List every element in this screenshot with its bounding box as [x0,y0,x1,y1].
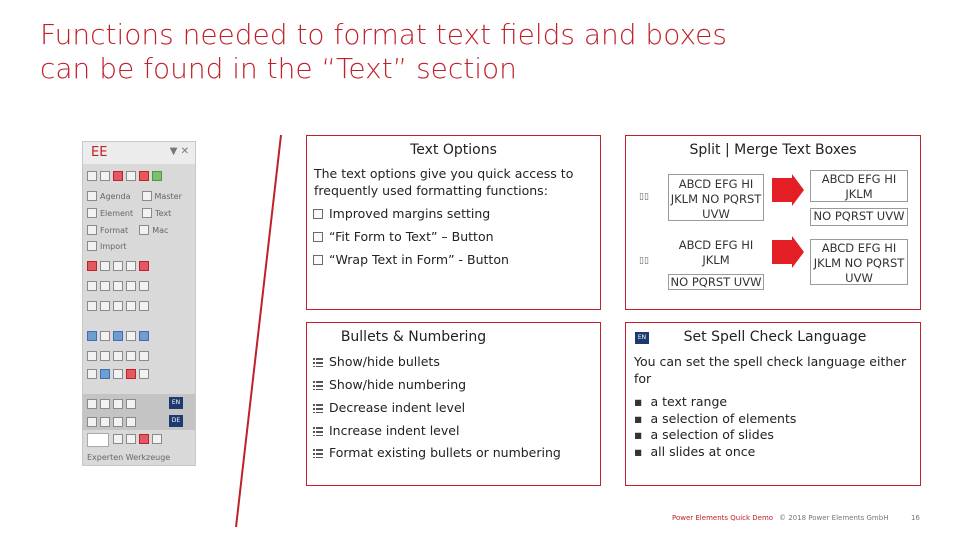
toolbar-label: Element [100,208,134,218]
bullets-item [313,354,440,370]
split-merge-heading: Split | Merge Text Boxes [689,142,857,158]
slide-title-line-1: Functions needed to format text fields and boxes [40,18,727,51]
spell-check-item: ▪ a text range [634,394,796,411]
spell-check-description: You can set the spell check language either for [634,354,907,386]
bullets-icon [313,357,323,367]
spell-check-item: ▪ all slides at once [634,444,796,461]
split-merge-arrows [772,174,806,292]
text-options-item [313,229,494,245]
text-options-item-label: “Fit Form to Text” – Button [329,229,494,244]
sample-box-separate-top: ABCD EFG HI JKLM [668,237,764,269]
numbering-icon [313,380,323,390]
language-flag-de[interactable]: DE [169,415,183,427]
decrease-indent-icon [313,403,323,413]
bullets-numbering-heading: Bullets & Numbering [340,329,487,345]
bullets-item [313,423,459,439]
bullets-item-label: Increase indent level [329,423,460,438]
bullets-item [313,400,465,416]
spell-check-item: ▪ a selection of elements [634,411,796,428]
split-arrow-icon [772,174,804,206]
bullets-item-label: Format existing bullets or numbering [329,445,561,460]
bullets-item-label: Show/hide bullets [329,354,440,369]
spell-check-box [625,322,921,486]
toolbar-logo: EE [91,145,108,160]
sample-box-separate-bottom: NO PQRST UVW [668,274,764,290]
spell-check-heading: Set Spell Check Language [683,329,867,345]
toolbar-label: Master [154,191,182,201]
bullets-item-label: Decrease indent level [329,400,466,415]
toolbar-label: Text [155,208,172,218]
language-flag-en[interactable]: EN [169,397,183,409]
text-options-description: The text options give you quick access to frequently used formatting functions: [314,166,574,198]
language-badge-en: EN [635,332,649,344]
fit-form-icon [313,232,323,242]
margins-icon [313,209,323,219]
spell-check-list [634,394,796,460]
text-options-item-label: “Wrap Text in Form” - Button [329,252,509,267]
text-options-item-label: Improved margins setting [329,206,491,221]
text-options-heading: Text Options [410,142,497,158]
increase-indent-icon [313,426,323,436]
spell-check-item: ▪ a selection of slides [634,427,796,444]
text-options-item [313,252,509,268]
bullets-numbering-box [306,322,601,486]
sample-box-unsplit: ABCD EFG HI JKLM NO PQRST UVW [668,174,764,221]
merge-arrow-icon [772,236,804,268]
text-options-item [313,206,490,222]
toolbar-label: Agenda [100,191,131,201]
bullets-item [313,377,466,393]
sample-box-split-bottom: NO PQRST UVW [810,208,908,226]
split-merge-box [625,135,921,310]
footer-product: Power Elements Quick Demo [672,514,774,522]
text-options-box [306,135,601,310]
sample-box-split-top: ABCD EFG HI JKLM [810,170,908,202]
toolbar-label: Format [100,225,129,235]
bullets-item [313,445,561,461]
footer-page-number: 16 [911,514,920,522]
sample-box-merged: ABCD EFG HI JKLM NO PQRST UVW [810,239,908,285]
toolbar-label: Import [100,241,127,251]
toolbar-label: Mac [152,225,169,235]
merge-icon: ▯▯ [639,256,649,266]
toolbar-window-controls[interactable]: ▼ ✕ [169,146,189,157]
toolbar-footer: Experten Werkzeuge [87,453,171,462]
wrap-text-icon [313,255,323,265]
footer-copyright: © 2018 Power Elements GmbH [779,514,889,522]
split-icon: ▯▯ [639,192,649,202]
slide-title-line-2: can be found in the “Text” section [40,52,517,85]
bullets-item-label: Show/hide numbering [329,377,467,392]
format-bullets-icon [313,448,323,458]
